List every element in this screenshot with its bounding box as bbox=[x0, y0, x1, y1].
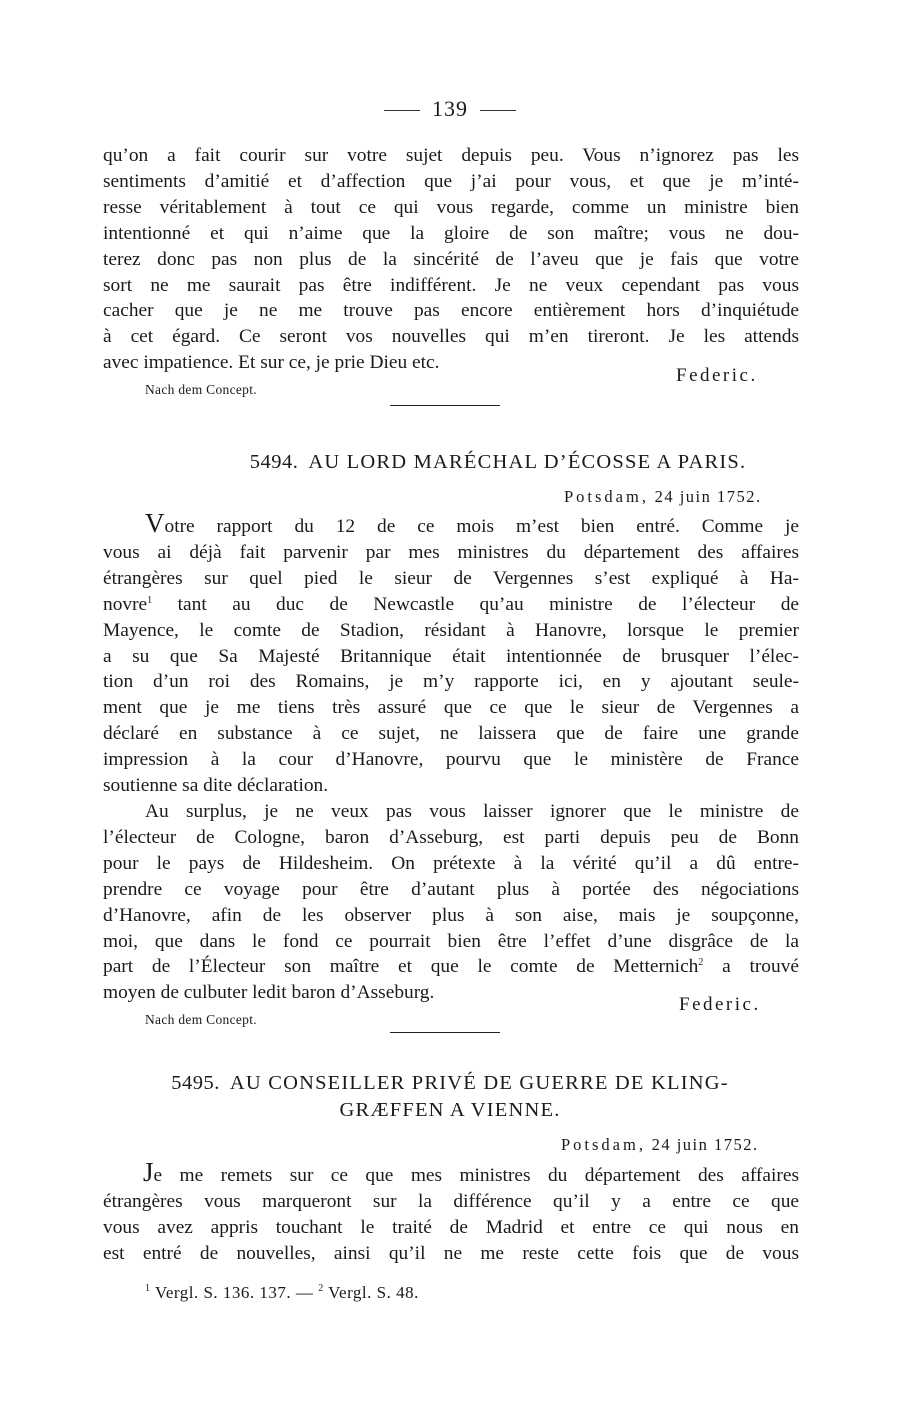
section-rule bbox=[390, 1032, 500, 1033]
letter-prev-paragraph: qu’on a fait courir sur votre sujet depuis peu. Vous n’ignorez pas les sentiments d’amitié et d’affection que j’ai pour vous, et que je m’inté- resse véritablement à tout ce qui vous regarde, comme un ministre bien intentionné et qui n’aime que la gloire de son maître; vous ne dou- terez donc pas non plus de la sincérité de l’aveu que je fais que votre sort ne me saurait pas être indifférent. Je ne veux cependant pas vous cacher que je ne me trouve pas encore entièrement hors d’inquiétude à cet égard. Ce seront vos nouvelles qui m’en tireront. Je les attends avec impatience. Et sur ce, je prie Dieu etc. bbox=[103, 145, 799, 374]
signature: Federic. bbox=[676, 365, 758, 386]
drop-cap: V bbox=[145, 508, 165, 538]
letter-title: AU LORD MARÉCHAL D’ÉCOSSE A PARIS. bbox=[308, 451, 747, 473]
letter-5495-body bbox=[103, 1157, 799, 1267]
dateline: Potsdam, 24 juin 1752. bbox=[561, 1135, 759, 1154]
source-note: Nach dem Concept. bbox=[145, 382, 257, 397]
letter-5494-paragraph-2: Au surplus, je ne veux pas vous laisser ignorer que le ministre de l’électeur de Cologne, baron d’Asseburg, est parti depuis peu de Bonn pour le pays de Hildesheim. On prétexte à la vérité qu’il a dû entre- prendre ce voyage pour être d’autant plus à portée des négociations d’Hanovre, afin de les observer plus à son aise, mais je soupçonne, moi, que dans le fond ce pourrait bien être l’effet d’une disgrâce de la part de l’Électeur son maître et que le comte de Metternich$^2$ a trouvé moyen de culbuter ledit baron d’Asseburg. bbox=[103, 800, 799, 1004]
letter-5494-body bbox=[103, 508, 799, 1006]
footnote-ref[interactable]: 1 bbox=[147, 594, 153, 606]
footnote-mark: 2 bbox=[318, 1283, 324, 1294]
letter-5494-paragraph-1: Votre rapport du 12 de ce mois m’est bien entré. Comme je vous ai déjà fait parvenir par mes ministres du département des affaires étrangères sur quel pied le sieur de Vergennes s’est expliqué à Ha- novre$^1$ tant au duc de Newcastle qu’au ministre de l’électeur de Mayence, le comte de Stadion, résidant à Hanovre, lorsque le premier a su que Sa Majesté Britannique était intentionnée de brusquer l’élec- tion d’un roi des Romains, je m’y rapporte ici, en y ajoutant seule- ment que je me tiens très assuré que ce que le sieur de Vergennes a déclaré en substance à ce sujet, ne laissera que de faire une grande impression à la cour d’Hanovre, pourvu que le ministère de France soutienne sa dite déclaration. bbox=[103, 508, 799, 797]
letter-5494-heading bbox=[0, 451, 900, 474]
dateline: Potsdam, 24 juin 1752. bbox=[564, 487, 762, 506]
letter-5495-heading bbox=[0, 1072, 900, 1095]
letter-number: 5495. bbox=[171, 1072, 220, 1094]
page-number: 139 bbox=[0, 96, 900, 122]
letter-prev-body bbox=[103, 143, 799, 376]
page-number-dash-left bbox=[384, 110, 420, 111]
source-note: Nach dem Concept. bbox=[145, 1012, 257, 1027]
footnote-mark: 1 bbox=[145, 1283, 151, 1294]
footnotes: $^1$ Vergl. S. 136. 137. — $^2$ Vergl. S. 48. bbox=[145, 1283, 419, 1302]
letter-number: 5494. bbox=[249, 451, 299, 473]
letter-5495-heading-line2: GRÆFFEN A VIENNE. bbox=[339, 1099, 561, 1121]
section-rule bbox=[390, 405, 500, 406]
signature: Federic. bbox=[679, 994, 761, 1015]
footnote-ref[interactable]: 2 bbox=[698, 957, 704, 969]
letter-5495-paragraph-1: Je me remets sur ce que mes ministres du département des affaires étrangères vous marqueront sur la différence qu’il y a entre ce que vous avez appris touchant le traité de Madrid et entre ce qui nous en est entré de nouvelles, ainsi qu’il ne me reste cette fois que de vous bbox=[103, 1157, 799, 1264]
page-number-dash-right bbox=[480, 110, 516, 111]
letter-title: AU CONSEILLER PRIVÉ DE GUERRE DE KLING- bbox=[229, 1072, 729, 1094]
drop-cap: J bbox=[143, 1157, 154, 1187]
